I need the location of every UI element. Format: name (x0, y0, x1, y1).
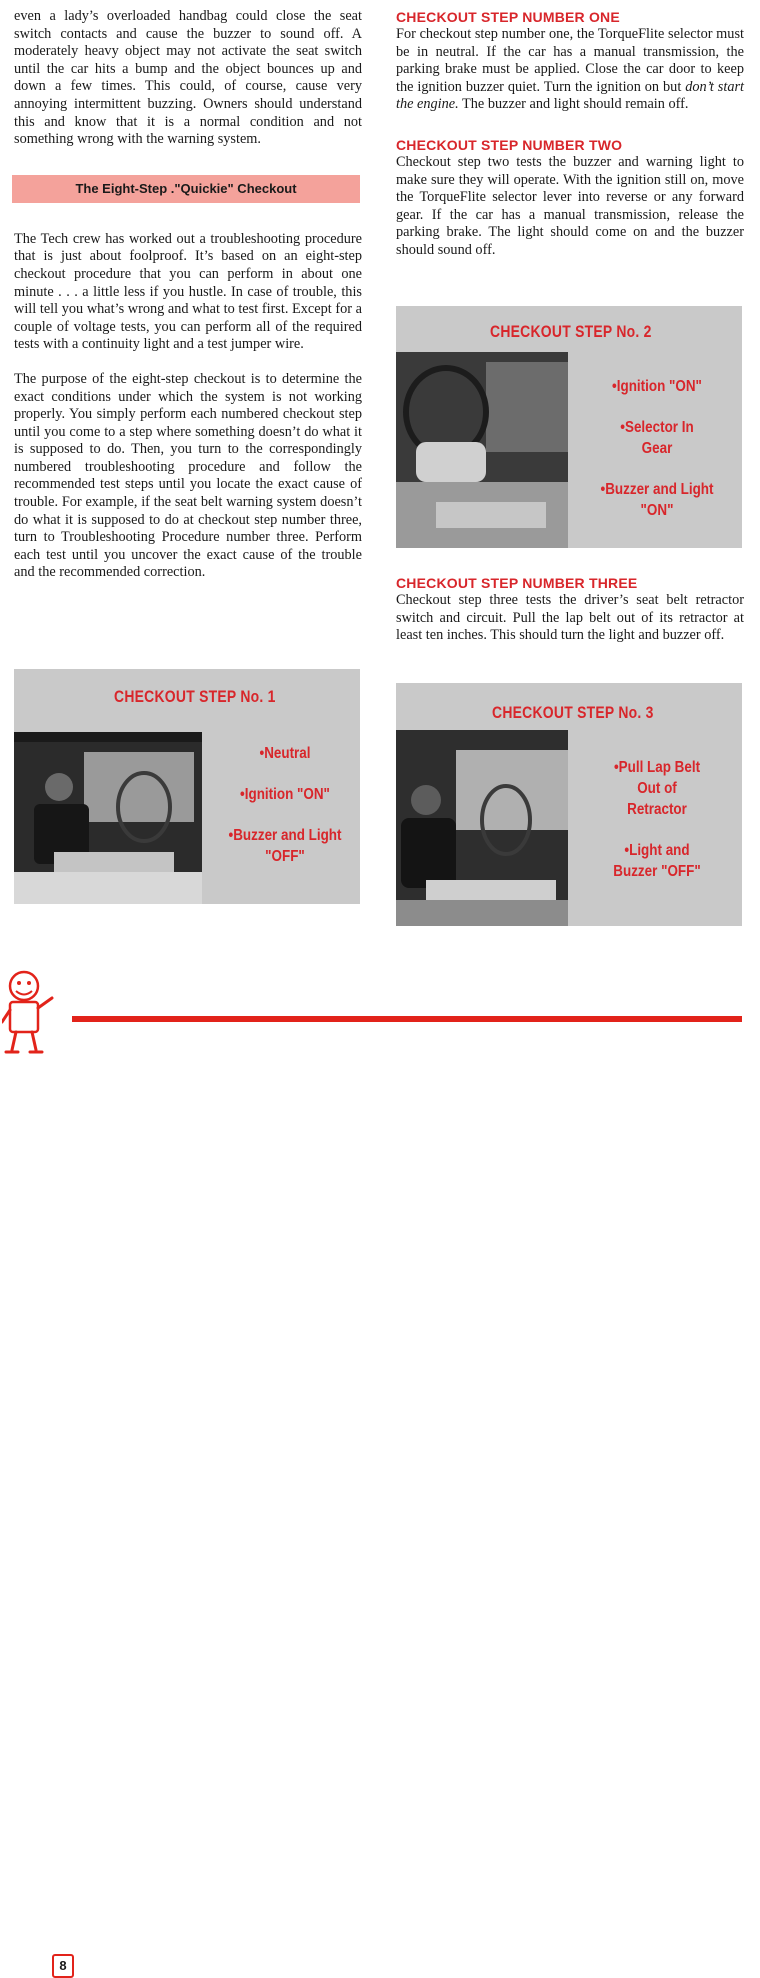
step1-photo-image (14, 732, 202, 904)
step2-item: •Selector In Gear (620, 419, 694, 457)
step3-paragraph: Checkout step three tests the driver’s seat belt retractor switch and circuit. Pull the lap belt out of its retractor at least ten inches. This should turn the light and buzzer off. (396, 592, 744, 644)
step2-photo-image (396, 352, 568, 548)
right-column-lower (396, 574, 744, 645)
step3-photo-title: CHECKOUT STEP No. 3 (492, 703, 654, 722)
step2-photo (396, 306, 742, 548)
left-column (14, 8, 362, 582)
step1-photo (14, 669, 360, 904)
step2-item: •Buzzer and Light "ON" (600, 481, 714, 519)
step1-item: •Neutral (259, 745, 311, 762)
step2-heading: CHECKOUT STEP NUMBER TWO (396, 136, 623, 153)
mascot-icon (2, 968, 64, 1056)
step3-heading: CHECKOUT STEP NUMBER THREE (396, 575, 638, 591)
step3-item: •Pull Lap Belt Out of Retractor (613, 759, 701, 818)
step1-heading: CHECKOUT STEP NUMBER ONE (396, 9, 620, 25)
step2-paragraph: Checkout step two tests the buzzer and warning light to make sure they will operate. With the ignition still on, move the TorqueFlite selector lever into reverse or any forward gear. If the car has a manual transmission, release the parking brake. The light should come on and the buzzer should sound off. (396, 153, 744, 258)
purpose-paragraph: The purpose of the eight-step checkout is to determine the exact conditions under which the system is not working properly. You simply perform each numbered checkout step until you come to a step where something doesn’t do what it is supposed to do. Then, you turn to the correspondingly numbered troubleshooting procedure and follow the recommended test steps until you locate the exact cause of trouble. For example, if the seat belt warning system doesn’t do what it is supposed to do at checkout step number three, turn to Troubleshooting Procedure number three. Perform each test until you uncover the exact cause of the trouble and the recommended correction. (14, 370, 362, 581)
step2-photo-title: CHECKOUT STEP No. 2 (490, 322, 652, 341)
step3-item: •Light and Buzzer "OFF" (613, 842, 701, 880)
intro-paragraph: even a lady’s overloaded handbag could close the seat switch contacts and cause the buzzer to sound off. A moderately heavy object may not activate the seat switch until the car hits a bump and the object bounces up and down a few times. This could, of course, cause very annoying intermittent buzzing. Owners should understand this and know that it is a normal condition and not something wrong with the warning system. (14, 8, 362, 148)
step3-photo-image (396, 730, 568, 926)
step3-photo-items (586, 757, 729, 902)
footer-rule (72, 1016, 742, 1022)
page-number: 8 (52, 1954, 74, 1978)
step1-item: •Buzzer and Light "OFF" (228, 827, 342, 865)
step2-photo-items (586, 376, 729, 541)
step1-item: •Ignition "ON" (240, 786, 330, 803)
step3-photo (396, 683, 742, 926)
step1-photo-items (222, 743, 348, 887)
right-column (396, 8, 744, 260)
step2-item: •Ignition "ON" (612, 378, 702, 395)
step1-paragraph: For checkout step number one, the TorqueFlite selector must be in neutral. If the car has a manual transmission, the parking brake must be applied. Close the car door to keep the ignition buzzer quiet. Turn the ignition on but don’t start the engine. The buzzer and light should remain off. (396, 26, 745, 113)
footer (0, 960, 760, 1973)
tech-crew-paragraph: The Tech crew has worked out a troubleshooting procedure that is just about foolproof. It’s based on an eight-step checkout procedure that you can perform in about one minute . . . a little less if you hustle. In case of trouble, this will tell you what’s wrong and what to test first. Except for a couple of voltage tests, you can perform all of the required tests with a continuity light and a test jumper wire. (14, 230, 362, 353)
step1-photo-title: CHECKOUT STEP No. 1 (114, 687, 276, 706)
section-banner: The Eight-Step ."Quickie" Checkout (12, 175, 360, 203)
